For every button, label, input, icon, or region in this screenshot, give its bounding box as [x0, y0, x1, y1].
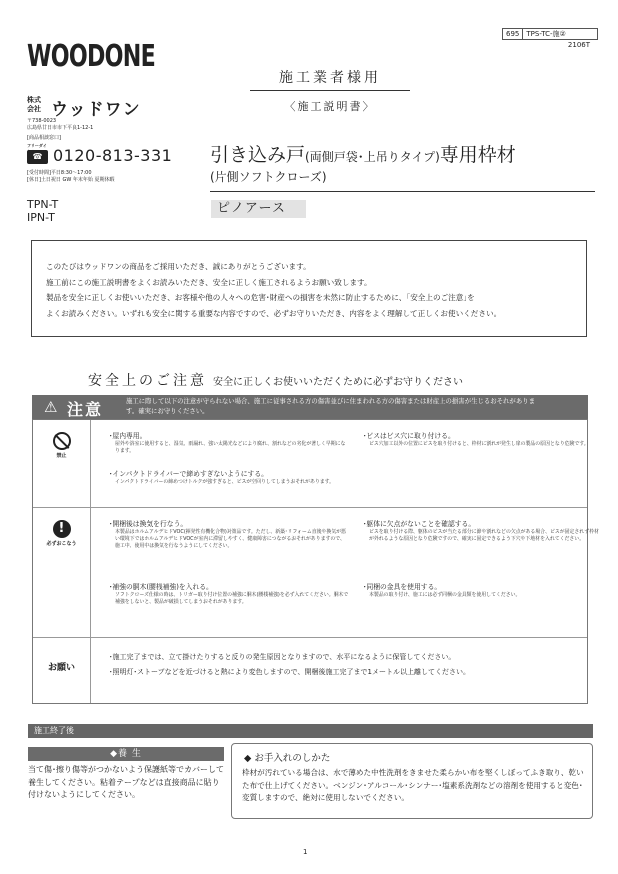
intro-box [31, 240, 587, 337]
warning-triangle-icon: ⚠ [44, 398, 58, 416]
request-item: ･照明灯･ストーブなどを近づけると熱により変色しますので、開梱後施工完了まで1メートル以上離してください。 [109, 668, 470, 676]
product-name: ピノアース [211, 200, 306, 218]
must-item [363, 583, 603, 599]
item-heading: ･躯体に欠点がないことを確認する。 [363, 520, 476, 528]
model-code: TPN-T [27, 198, 59, 211]
care-text: 枠材が汚れている場合は、水で薄めた中性洗剤をきませた柔らかい布を堅くしぼってふき取り、乾いた布で仕上げてください。ベンジン･アルコール･シンナー･塩素系洗剤などの溶剤を使用すると変色･変質しますので、絶対に使用しないでください。 [242, 768, 584, 802]
safety-table [32, 419, 599, 704]
title-tail: 専用枠材 [439, 144, 516, 166]
intro-line: このたびはウッドワンの商品をご採用いただき、誠にありがとうございます。 [46, 262, 311, 271]
item-heading: ･屋内専用。 [109, 432, 147, 440]
freedial [27, 143, 177, 171]
title-paren: (両側戸袋･上吊りタイプ) [305, 150, 440, 164]
exclamation-icon: ! [53, 520, 71, 538]
street-address: 広島県廿日市市下平良1-12-1 [27, 124, 94, 131]
model-codes [27, 198, 58, 224]
doc-revision: 2106T [567, 41, 590, 49]
safety-subheading: 安全に正しくお使いいただくために必ずお守りください [213, 377, 463, 388]
care-title: ◆ お手入れのしかた [244, 753, 331, 764]
doc-number: 695 [503, 29, 523, 39]
item-heading: ･インパクトドライバーで締めすぎないようにする。 [109, 470, 268, 478]
must-item [109, 520, 349, 550]
caution-text: 施工に際して以下の注意が守られない場合、施工に従事される方の傷害並びに住まわれる方の傷害または財産上の損害が生じるおそれがあります。確実にお守りください。 [126, 397, 535, 415]
woodone-logo [27, 38, 155, 72]
manual-label: 〈施工説明書〉 [284, 100, 376, 113]
item-heading: ･開梱後は換気を行なう。 [109, 520, 188, 528]
title-main: 引き込み戸 [210, 144, 306, 166]
protection-title: ◆養 生 [28, 747, 224, 761]
must-row [33, 508, 599, 638]
audience-label: 施工業者様用 [250, 67, 410, 91]
request-label-cell [33, 638, 91, 703]
item-heading: ･同梱の金具を使用する。 [363, 583, 442, 591]
completion-section-header: 施工終了後 [28, 724, 593, 738]
request-row [33, 638, 587, 703]
item-detail: ソフトクローズ仕様の時は、トリガー取り付け位置の補強に胴木(腰桟補強)を必ず入れてください。胴木で補強をしないと、製品が破損してしまうおそれがあります。 [115, 592, 349, 605]
page-number: 1 [303, 848, 308, 856]
support-dept: [商品相談窓口] [27, 134, 61, 141]
item-detail: 本製品はホルムアルデヒドVOC(揮発性有機化合物)対策品です。ただし、新築･リフォーム直後や換気が悪い環境下ではホルムアルデヒドVOCが室内に滞留しやすく、健康障害につながるおそれがありますので、施工中、使用中は換気を行なうようにしてください。 [115, 529, 346, 549]
request-label: お願い [47, 663, 75, 673]
company-name-text: ウッドワン [51, 100, 141, 120]
must-item [109, 583, 349, 606]
logo-text: WOODONE [27, 39, 155, 74]
caution-banner [32, 395, 588, 419]
item-heading: ･補強の胴木(腰桟補強)を入れる。 [109, 583, 213, 591]
doc-code: TPS-TC-施② [526, 30, 566, 38]
intro-line: よくお読みください。いずれも安全に関する重要な内容ですので、必ずお守りいただき、内容をよく理解して正しくお使いください。 [46, 308, 502, 318]
item-detail: 本製品の取り付け、施工には必ず同梱の金具類を使用してください。 [369, 592, 521, 598]
must-label: 必ずおこなう [46, 541, 77, 547]
prohibit-row [33, 420, 587, 508]
phone-number: 0120-813-331 [53, 146, 173, 165]
safety-heading-text: 安全上のご注意 [88, 373, 207, 389]
prohibit-item [109, 470, 349, 486]
freedial-label: フリーダイ [27, 143, 47, 148]
intro-line: 製品を安全に正しくお使いいただき、お客様や他の人々への危害･財産への損害を未然に防止するために、｢安全上のご注意｣を [46, 293, 475, 302]
caution-word: 注意 [67, 400, 104, 419]
item-heading: ･ビスはビス穴に取り付ける。 [363, 432, 455, 440]
protection-box [28, 747, 224, 815]
document-title [210, 144, 595, 192]
item-detail: 屋外や浴室に使用すると、湿気、雨漏れ、強い太陽光などにより腐れ、割れなどの劣化が著しく早期になります。 [115, 441, 346, 454]
prohibit-label-cell [33, 420, 91, 507]
safety-heading [88, 370, 608, 390]
reception-hours: [受付時間]平日8:30～17:00 [27, 170, 92, 176]
intro-line: 施工前にこの施工説明書をよくお読みいただき、安全に正しく施工されるようお願い致します。 [46, 277, 372, 287]
phone-icon: ☎ [27, 150, 48, 164]
request-item: ･施工完了までは、立て掛けたりすると反りの発生原因となりますので、水平になるように保管してください。 [109, 653, 456, 661]
document-id-box [502, 28, 598, 40]
support-hours [27, 170, 177, 184]
company-address [27, 118, 137, 141]
care-box [231, 743, 593, 819]
item-detail: ビスを取り付ける際、躯体のビスが当たる部分に節や割れなどの欠点がある場合、ビスが固定されず枠材が外れるような原因となり危険ですので、確実に固定できるよう下穴や下地材を入れてください。 [369, 529, 599, 542]
company-name [27, 95, 157, 120]
company-prefix: 株式 会社 [27, 96, 41, 113]
postal-code: 〒738-0023 [27, 118, 57, 124]
holidays: [休日]土日祝日 GW 年末年始 夏期休暇 [27, 176, 115, 183]
prohibit-label: 禁止 [56, 453, 67, 459]
item-detail: ビス穴加工以外の位置にビスを取り付けると、枠材に割れが発生し扉の製品の原因となり危険です。 [369, 441, 589, 447]
must-label-cell [33, 508, 91, 637]
prohibit-icon [53, 432, 71, 450]
protection-text: 当て傷･擦り傷等がつかないよう保護紙等でカバーして養生してください。粘着テープなどは直接商品に貼り付けないようにしてください。 [28, 765, 224, 799]
must-item [363, 520, 603, 543]
item-detail: インパクトドライバーの締めつけトルクが強すぎると、ビスが空回りしてしまうおそれがあります。 [115, 479, 335, 485]
prohibit-item [363, 432, 603, 448]
model-code: IPN-T [27, 211, 55, 224]
title-sub: (片側ソフトクローズ) [210, 170, 327, 184]
prohibit-item [109, 432, 349, 455]
